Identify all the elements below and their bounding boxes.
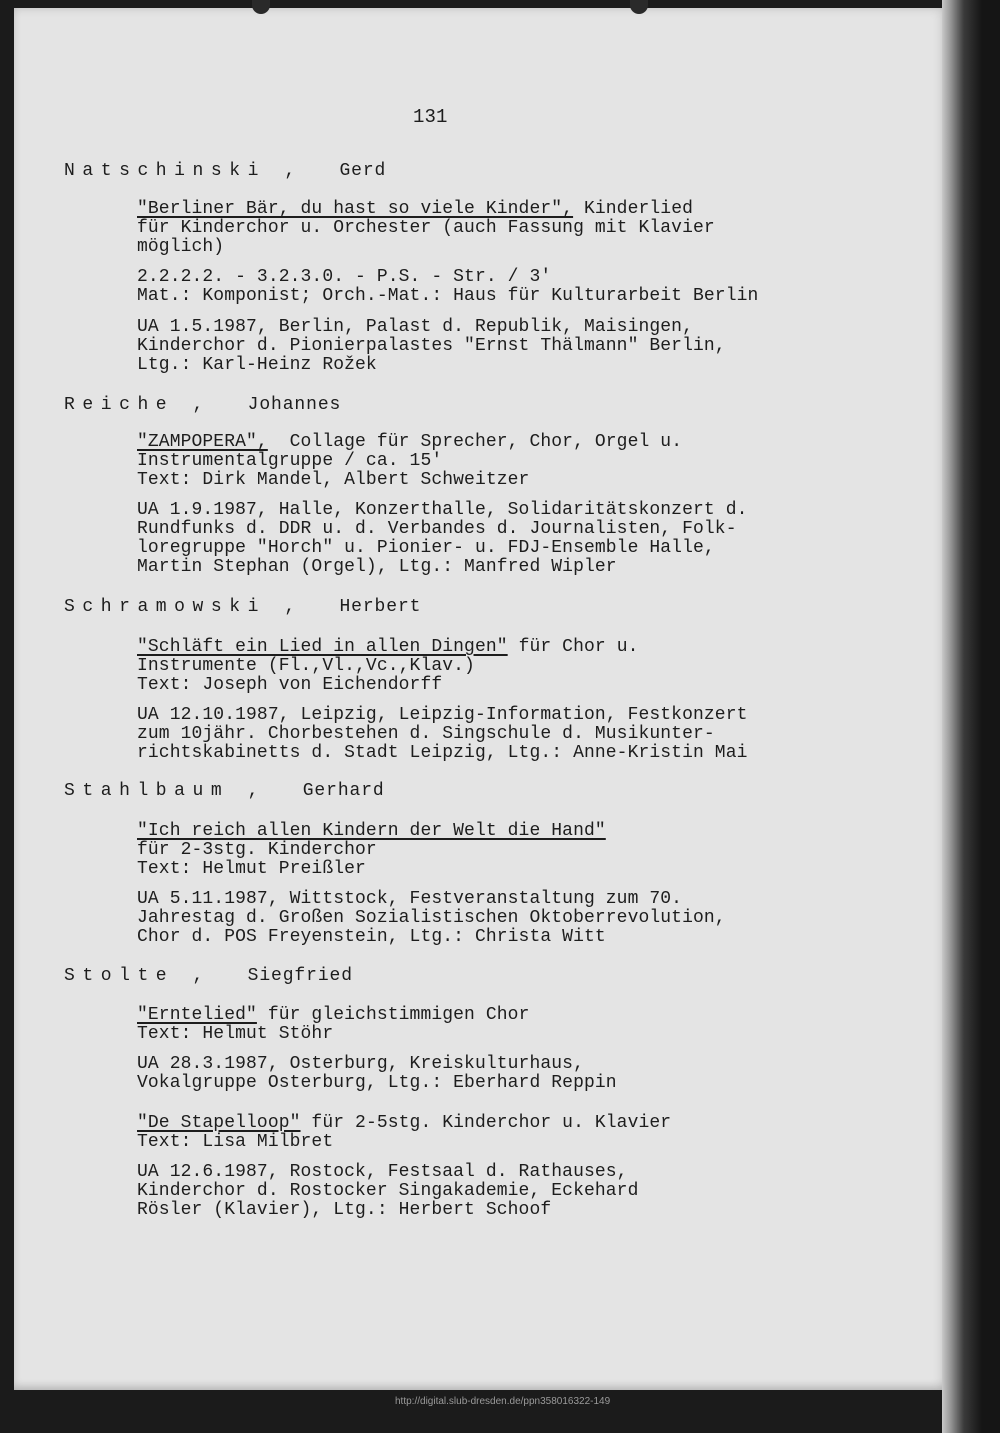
premiere-line: UA 12.10.1987, Leipzig, Leipzig-Information, Festkonzert: [137, 705, 748, 725]
work-title-line: [137, 1114, 671, 1134]
composer-first-name: Herbert: [339, 597, 422, 617]
work-title: "Erntelied": [137, 1005, 257, 1025]
work-title-rest: Collage für Sprecher, Chor, Orgel u.: [267, 432, 683, 452]
composer-last-name: Reiche: [64, 395, 175, 415]
premiere-line: richtskabinetts d. Stadt Leipzig, Ltg.: Anne-Kristin Mai: [137, 743, 748, 763]
work-line: Text: Lisa Milbret: [137, 1132, 334, 1152]
work-title-line: [137, 638, 639, 658]
composer-heading: Reiche , Johannes: [64, 395, 342, 415]
composer-last-name: Schramowski: [64, 597, 266, 617]
premiere-line: UA 1.9.1987, Halle, Konzerthalle, Solidaritätskonzert d.: [137, 500, 748, 520]
premiere-line: UA 12.6.1987, Rostock, Festsaal d. Rathauses,: [137, 1162, 628, 1182]
composer-last-name: Stolte: [64, 966, 175, 986]
work-title: "Berliner Bär, du hast so viele Kinder",: [137, 199, 574, 219]
premiere-line: Jahrestag d. Großen Sozialistischen Oktoberrevolution,: [137, 908, 726, 928]
work-title-rest: Kinderlied: [573, 199, 693, 219]
premiere-line: UA 1.5.1987, Berlin, Palast d. Republik, Maisingen,: [137, 317, 693, 337]
page-number: 131: [413, 106, 448, 128]
work-line: möglich): [137, 237, 225, 257]
premiere-line: Rundfunks d. DDR u. d. Verbandes d. Journalisten, Folk-: [137, 519, 737, 539]
work-line: Instrumentalgruppe / ca. 15': [137, 451, 443, 471]
work-details: Mat.: Komponist; Orch.-Mat.: Haus für Kulturarbeit Berlin: [137, 286, 759, 306]
premiere-line: Chor d. POS Freyenstein, Ltg.: Christa Witt: [137, 927, 606, 947]
composer-last-name: Natschinski: [64, 161, 266, 181]
composer-first-name: Johannes: [247, 395, 342, 415]
work-line: Instrumente (Fl.,Vl.,Vc.,Klav.): [137, 656, 475, 676]
source-url: http://digital.slub-dresden.de/ppn358016322-149: [395, 1396, 611, 1407]
premiere-line: Vokalgruppe Osterburg, Ltg.: Eberhard Reppin: [137, 1073, 617, 1093]
composer-first-name: Gerd: [339, 161, 387, 181]
composer-heading: Stahlbaum , Gerhard: [64, 781, 385, 801]
premiere-line: UA 28.3.1987, Osterburg, Kreiskulturhaus,: [137, 1054, 584, 1074]
work-line: Text: Joseph von Eichendorff: [137, 675, 443, 695]
work-title: "Schläft ein Lied in allen Dingen": [137, 637, 508, 657]
work-title: "De Stapelloop": [137, 1113, 301, 1133]
composer-first-name: Gerhard: [302, 781, 385, 801]
work-line: Text: Helmut Stöhr: [137, 1024, 334, 1044]
premiere-line: loregruppe "Horch" u. Pionier- u. FDJ-Ensemble Halle,: [137, 538, 715, 558]
work-title: "ZAMPOPERA",: [137, 432, 268, 452]
premiere-line: UA 5.11.1987, Wittstock, Festveranstaltung zum 70.: [137, 889, 683, 909]
work-title-line: [137, 200, 693, 220]
work-line: Text: Helmut Preißler: [137, 859, 366, 879]
composer-first-name: Siegfried: [247, 966, 353, 986]
scan-edge: [942, 0, 1000, 1433]
work-line: für Kinderchor u. Orchester (auch Fassung mit Klavier: [137, 218, 715, 238]
work-title-rest: für gleichstimmigen Chor: [256, 1005, 530, 1025]
work-line: Text: Dirk Mandel, Albert Schweitzer: [137, 470, 530, 490]
premiere-line: Rösler (Klavier), Ltg.: Herbert Schoof: [137, 1200, 552, 1220]
work-title-line: [137, 822, 606, 842]
work-title-line: [137, 1006, 529, 1026]
premiere-line: Kinderchor d. Pionierpalastes "Ernst Thälmann" Berlin,: [137, 336, 726, 356]
premiere-line: Ltg.: Karl-Heinz Rožek: [137, 355, 377, 375]
premiere-line: Martin Stephan (Orgel), Ltg.: Manfred Wipler: [137, 557, 617, 577]
work-details: 2.2.2.2. - 3.2.3.0. - P.S. - Str. / 3': [137, 267, 552, 287]
work-line: für 2-3stg. Kinderchor: [137, 840, 377, 860]
work-title: "Ich reich allen Kindern der Welt die Hand": [137, 821, 606, 841]
premiere-line: zum 10jähr. Chorbestehen d. Singschule d. Musikunter-: [137, 724, 715, 744]
work-title-rest: für 2-5stg. Kinderchor u. Klavier: [300, 1113, 672, 1133]
composer-last-name: Stahlbaum: [64, 781, 230, 801]
composer-heading: Schramowski , Herbert: [64, 597, 422, 617]
work-title-rest: für Chor u.: [507, 637, 639, 657]
composer-heading: Natschinski , Gerd: [64, 161, 387, 181]
premiere-line: Kinderchor d. Rostocker Singakademie, Eckehard: [137, 1181, 639, 1201]
composer-heading: Stolte , Siegfried: [64, 966, 353, 986]
work-title-line: [137, 433, 682, 453]
